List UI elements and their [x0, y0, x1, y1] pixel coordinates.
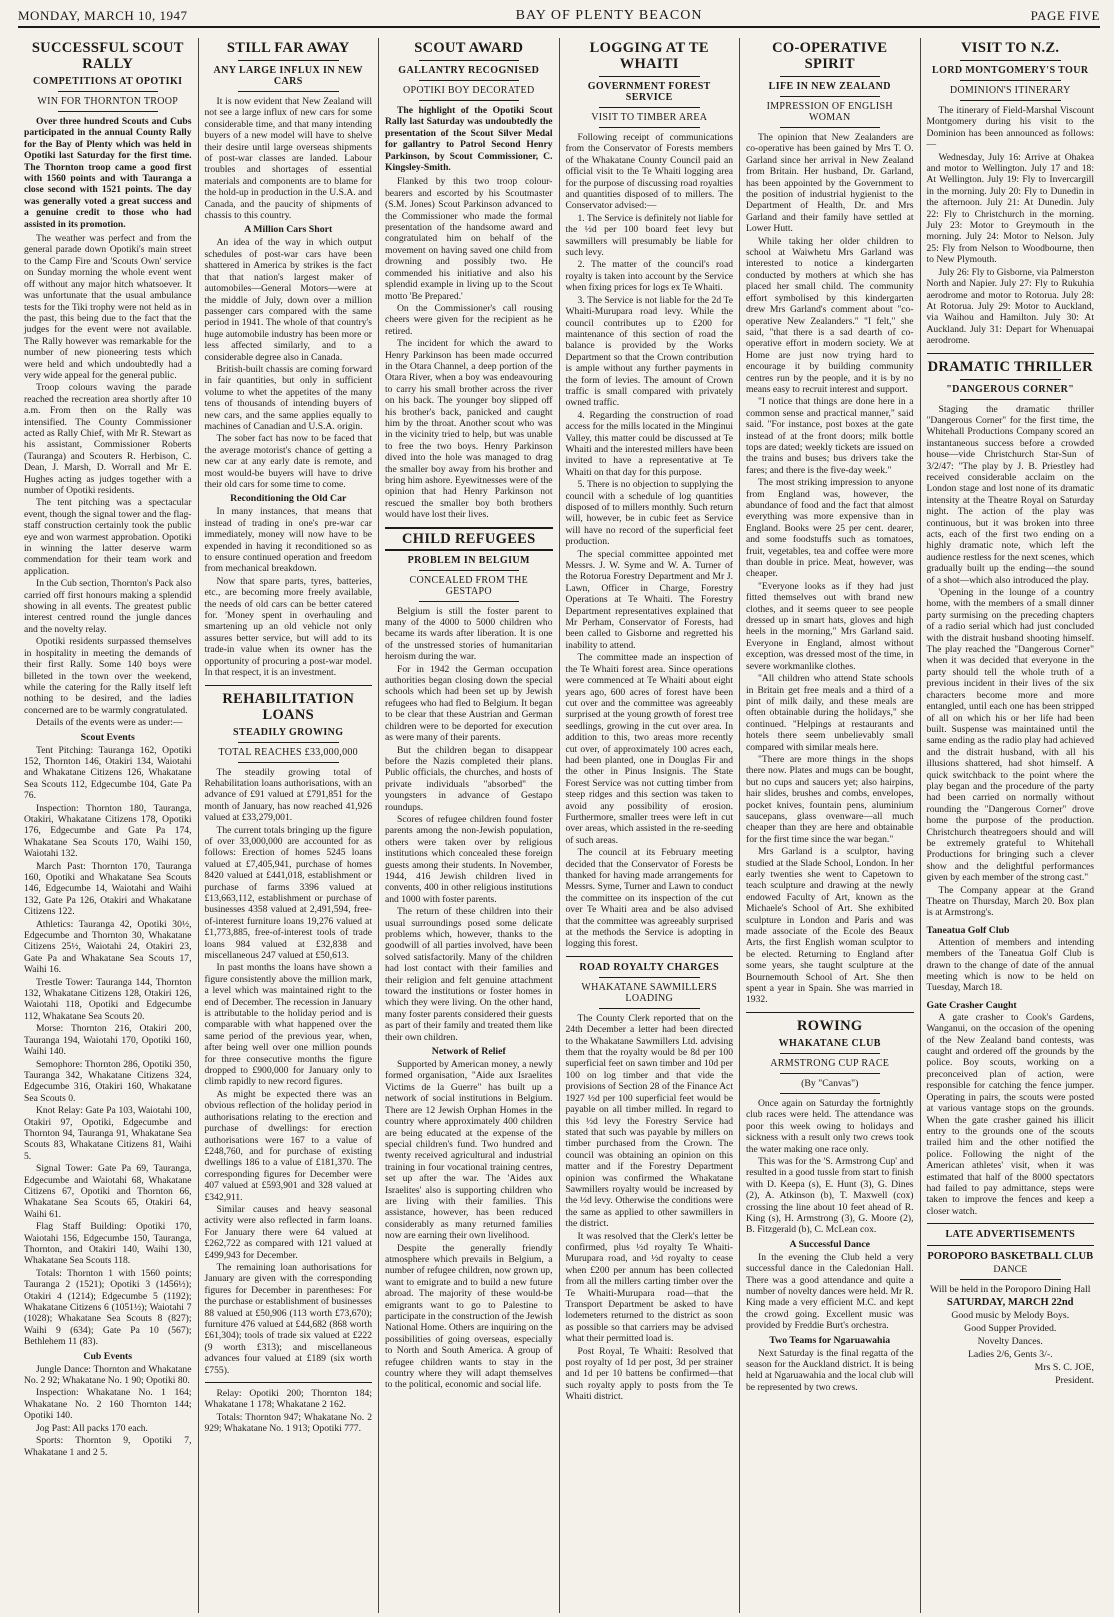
- divider: [419, 80, 520, 81]
- article-separator: [566, 956, 734, 957]
- masthead-page-number: PAGE FIVE: [1030, 8, 1100, 23]
- column-6: [921, 38, 1101, 1613]
- ad-subtitle: DANCE: [993, 1264, 1028, 1276]
- result-entry: Inspection: Thornton 180, Tauranga, Otakiri, Whakatane Citizens 178, Opotiki 176, Edgecumbe and Gate Pa 174, Whakatane Sea Scouts 170, Waihi 150, Waiotahi 132.: [24, 802, 192, 860]
- divider: [780, 127, 881, 128]
- article-body: [24, 233, 192, 728]
- section-heading: Taneatua Golf Club: [926, 924, 1010, 936]
- paragraph: On the Commissioner's call rousing cheers were given for the recipient as he retired.: [385, 302, 553, 337]
- article-body: [385, 606, 553, 1043]
- paragraph: 5. There is no objection to supplying the council with a schedule of log quantities disposed of to millers monthly. Such return will, however, be in cubic feet as Service will have no record of the superficial feet production.: [565, 479, 733, 548]
- paragraph: 1. The Service is definitely not liable for the ½d per 100 board feet levy but sawmillers will presumably be liable for such levy.: [565, 212, 733, 259]
- column-3: [379, 38, 560, 1613]
- paragraph: Despite the generally friendly atmosphere which prevails in Belgium, a number of refugee children, now grown up, want to emigrate and to build a new future abroad. The majority of these would-be emigrants want to go to Palestine to participate in the construction of the Jewish National Home. Others are inquiring on the possibilities of going overseas, especially to North and South America. A group of refugee children wants to stay in the country where they will adapt themselves to the political, economic and social life.: [385, 1242, 553, 1391]
- divider: [960, 60, 1061, 61]
- paragraph: Flanked by this two troop colour-bearers and escorted by his Scoutmaster (S.M. Jones) Scout Parkinson advanced to the Commissioner who made the formal presentation of the handsome award and congratulated him on behalf of the movement on having saved one child from drowning and possibly two. He commended his initiative and also his splendid example in living up to the Scout motto 'Be Prepared.': [385, 176, 553, 302]
- subheadline: WHAKATANE CLUB: [778, 1037, 881, 1049]
- masthead: [18, 6, 1100, 28]
- ad-line: Good music by Melody Boys.: [951, 1310, 1070, 1322]
- ad-signature-title: President.: [1055, 1375, 1094, 1387]
- headline: LOGGING AT TE WHAITI: [589, 40, 709, 72]
- advertisement-basketball-dance: [927, 1251, 1095, 1386]
- result-entry: Relay: Opotiki 200; Thornton 184; Whakatane 1 178; Whakatane 2 162.: [204, 1388, 372, 1411]
- result-entry: Semophore: Thornton 286, Opotiki 350, Tauranga 342, Whakatane Citizens 324, Edgecumbe 316, Otakiri 160, Whakatane Sea Scouts 0.: [24, 1058, 192, 1104]
- article-body: [927, 404, 1095, 919]
- article-body: [205, 96, 373, 221]
- ad-venue: Will be held in the Poroporo Dining Hall: [930, 1284, 1091, 1296]
- paragraph: An idea of the way in which output schedules of post-war cars have been shattered in America by strikes is the fact that that nation's largest maker of automobiles—General Motors—were at the middle of July, down over a million passenger cars compared with the same period in 1941. The whole of that country's huge automobile industry has been more or less affected similarly, and to a considerable degree also in Canada.: [204, 237, 372, 363]
- section-heading: Gate Crasher Caught: [926, 999, 1017, 1011]
- paragraph: The steadily growing total of Rehabilitation loans authorisations, with an advance of £91 valued at £791,851 for the month of January, has now reached 41,926 valued at £33,279,001.: [204, 766, 372, 824]
- divider: [960, 100, 1061, 101]
- paragraph: Similar causes and heavy seasonal activity were also reflected in farm loans. For January there were 64 valued at £262,722 as compared with 121 valued at £499,943 for December.: [204, 1203, 372, 1261]
- paragraph: In many instances, that means that instead of trading in one's pre-war car immediately, money will now have to be expended in having it reconditioned so as to ensure continued operation and freedom from mechanical breakdown.: [204, 506, 372, 575]
- paragraph: The council at its February meeting decided that the Conservator of Forests be thanked for having made arrangements for Messrs. Syme, Turner and Lawn to conduct the committee on its inspection of the cut over Te Whaiti area and be also advised that the committee was agreeably surprised at the methods the Service is adopting in logging this forest.: [565, 847, 733, 950]
- article-separator: [205, 685, 373, 686]
- results-list: [24, 745, 192, 1348]
- paragraph: The committee made an inspection of the Te Whaiti forest area. Since operations were commenced at Te Whaiti about eight years ago, 600 acres of forest have been cut over and the committee was agreeably surprised at the young growth of forest tree seedlings, growing in the cut over area. In addition to this, two areas more recently cut over, of approximately 100 acres each, had been planted, one in Douglas Fir and the other in Pinus Insignis. The State Forest Service was not cutting timber from steep ridges and this section was taken to avoid any possibility of erosion. Furthermore, smaller trees were left in cut over areas, which assisted in the re-seeding of such areas.: [565, 652, 733, 846]
- deck: TOTAL REACHES £33,000,000: [218, 746, 358, 758]
- divider: [960, 399, 1061, 400]
- article-body: [205, 237, 373, 490]
- article-body: [927, 105, 1095, 347]
- result-entry: Knot Relay: Gate Pa 103, Waiotahi 100, Otakiri 97, Opotiki, Edgecumbe and Thornton 94, Tauranga 91, Whakatane Sea Scouts 83, Whakatane Citizens 81, Waihi 5.: [24, 1105, 192, 1162]
- paragraph: A gate crasher to Cook's Gardens, Wanganui, on the occasion of the opening of the New Zealand band contests, was caught and ordered off the grounds by the police. Boy scouts, working on a preconceived plan of action, were responsible for catching the fence jumper. Operating in pairs, the scouts were posted at various vantage stops on the grounds. When the gate crasher gained his illicit entry to the grounds one of the scouts trailed him and the other notified the police. Following the night of the American athletes' visit, when it was estimated that half of the 8000 spectators had failed to pay admittance, steps were taken to improve the fences and keep a closer watch.: [926, 1011, 1094, 1217]
- paragraph: Once again on Saturday the fortnightly club races were held. The attendance was poor this week owing to holidays and sickness with a result only two crews took the water making one race only.: [746, 1097, 914, 1155]
- divider: [419, 570, 520, 571]
- paragraph: Troop colours waving the parade reached the recreation area shortly after 10 a.m. From then on the Rally was intensified. The County Commissioner acted as Rally Chief, with Mr R. Stewart as his assistant, Commissioner Roberts (Tauranga) and Scouters R. Herbison, C. Dean, J. Marsh, D. Worrall and Mr E. Hughes acting as judges together with a number of Opotiki residents.: [24, 382, 192, 496]
- deck: DOMINION'S ITINERARY: [949, 85, 1071, 96]
- article-body: [566, 132, 734, 950]
- result-entry: Sports: Thornton 9, Opotiki 7, Whakatane 1 and 2 5.: [24, 1435, 192, 1458]
- masthead-paper-name: BAY OF PLENTY BEACON: [515, 8, 703, 23]
- paragraph: In the evening the Club held a very successful dance in the Caledonian Hall. There was a good attendance and quite a number of novelty dances were held. Mr R. King made a very efficient M.C. and kept the crowd going. Excellent music was provided by Freddie Burt's orchestra.: [746, 1251, 914, 1332]
- divider: [238, 60, 339, 61]
- paragraph: For in 1942 the German occupation authorities began closing down the special schools which had been set up by Jewish refugees who had fled to Belgium. It began to be clear that these Austrian and German children were to be deported for execution as were many of their parents.: [385, 663, 553, 744]
- divider: [960, 80, 1061, 81]
- result-entry: Signal Tower: Gate Pa 69, Tauranga, Edgecumbe and Waiotahi 68, Whakatane Citizens 67, Opotiki and Thornton 66, Whakatane Sea Scouts 65, Otakiri 64, Waihi 61.: [24, 1163, 192, 1220]
- paragraph: "I notice that things are done here in a common sense and practical manner," said said. "For instance, post boxes at the gate instead of at the front doors; milk bottle tops are dated; weekly tickets are issued on the trains and buses; bus drivers take the fares; and there is the five-day week.": [746, 396, 914, 476]
- headline: SUCCESSFUL SCOUT RALLY: [31, 40, 184, 72]
- paragraph: 3. The Service is not liable for the 2d Te Whaiti-Murupara road levy. While the council contributes up to £200 for maintenance of this section of road the balance is provided by the Works Department so that the Crown contribution is ample without any further payments in the form of levies. The amount of Crown traffic is small compared with privately owned traffic.: [565, 294, 733, 409]
- section-heading: Reconditioning the Old Car: [230, 493, 347, 505]
- divider: [599, 107, 700, 108]
- paragraph: In past months the loans have shown a figure consistently above the million mark, a level which was maintained right to the end of December. The recession in January is attributable to the holiday period and is comparable with what happened over the same period of the previous year, when, after being well over one million pounds for three consecutive months the figure dropped to £900,000 for January only to climb rapidly to new record figures.: [204, 962, 372, 1088]
- result-entry: Totals: Thornton 947; Whakatane No. 2 929; Whakatane No. 1 913; Opotiki 777.: [204, 1411, 372, 1435]
- paragraph: 2. The matter of the council's road royalty is taken into account by the Service when fixing prices for logs ex Te Whaiti.: [565, 259, 733, 294]
- divider: [419, 60, 520, 61]
- article-body: [205, 767, 373, 1377]
- headline: CO-OPERATIVE SPIRIT: [772, 40, 888, 72]
- result-entry: Morse: Thornton 216, Otakiri 200, Tauranga 194, Waiotahi 170, Opotiki 160, Waihi 140.: [24, 1023, 192, 1058]
- paragraph: Scores of refugee children found foster parents among the non-Jewish population, others were taken over by religious institutions which concealed these foreign guests among their students. In November, 1944, 416 Jewish children lived in convents, 400 in other religious institutions and 1000 with foster parents.: [385, 813, 553, 905]
- ad-line: Ladies 2/6, Gents 3/-.: [967, 1349, 1053, 1361]
- paragraph: The special committee appointed met Messrs. J. W. Syme and W. A. Turner of the Rotorua Forestry Department and Mr J. Lawn, Officer in Charge, Forestry Operations at Te Whaiti. The Forestry Department representatives explained that Mr Perham, Conservator of Forests, had been called to Gisborne and regretted his inability to attend.: [565, 548, 733, 651]
- article-rehabilitation-loans: [205, 691, 373, 1377]
- paragraph: Post Royal, Te Whaiti: Resolved that post royalty of 1d per post, 3d per strainer and 1d per 10 battens be confirmed—that such royalty apply to posts from the Te Whaiti district.: [565, 1345, 733, 1403]
- headline: REHABILITATION LOANS: [222, 690, 355, 723]
- article-body: [927, 1012, 1095, 1217]
- ad-date: SATURDAY, MARCH 22nd: [946, 1297, 1074, 1309]
- deck: CONCEALED FROM THE GESTAPO: [409, 574, 529, 597]
- deck: VISIT TO TIMBER AREA: [591, 112, 708, 123]
- paragraph: Opotiki residents surpassed themselves in hospitality in meeting the demands of their first Rally. Some 140 boys were billeted in the town over the weekend, while the catering for the Rally itself left nothing to be desired, and the ladies concerned are to be warmly congratulated.: [24, 636, 192, 716]
- article-body: [385, 176, 553, 520]
- cub-relay-results: [205, 1388, 373, 1435]
- deck: ARMSTRONG CUP RACE: [770, 1057, 890, 1069]
- deck: IMPRESSION OF ENGLISH WOMAN: [766, 101, 893, 123]
- divider: [599, 977, 700, 978]
- subheadline: GOVERNMENT FOREST SERVICE: [587, 81, 711, 103]
- article-new-cars: [205, 40, 373, 679]
- column-1: [18, 38, 199, 1613]
- paragraph: Now that spare parts, tyres, batteries, etc., are becoming more freely available, the needs of old cars can be better catered for. 'Money spent in overhauling and smartening up an old vehicle not only assures better service, but will add to its trade-in value when its owner has the opportunity of procuring a post-war model. In that respect, it is an investment.: [204, 575, 372, 679]
- subheadline: GALLANTRY RECOGNISED: [398, 65, 540, 76]
- article-separator: [927, 1245, 1095, 1246]
- headline: STILL FAR AWAY: [226, 40, 350, 56]
- subheadline: ANY LARGE INFLUX IN NEW CARS: [213, 65, 363, 87]
- divider: [238, 742, 339, 743]
- paragraph: The opinion that New Zealanders are co-operative has been gained by Mrs T. O. Garland since her arrival in New Zealand from Britain. Her husband, Dr. Garland, has been appointed by the Government to the position of industrial hygienist to the Department of Health, Dr. and Mrs Garland and their family have settled at Lower Hutt.: [746, 132, 914, 235]
- article-rowing: [746, 1018, 914, 1393]
- paragraph: The remaining loan authorisations for January are given with the corresponding figures for December in parentheses: For the purchase or establishment of businesses 88 valued at £50,906 (113 worth £73,670); furniture 476 valued at £44,682 (868 worth £61,304); tools of trade six valued at £222 (9 worth £313); and miscellaneous advances four valued at £189 (six worth £755).: [204, 1261, 372, 1376]
- ad-line: Good Supper Provided.: [964, 1323, 1057, 1335]
- divider: [58, 91, 159, 92]
- divider: [960, 1279, 1061, 1280]
- paragraph: The return of these children into their usual surroundings posed some delicate problems which, however, thanks to the goodwill of all parties involved, have been solved satisfactorily. Many of the children had lost contact with their families and their religion and felt genuine attachment toward the institutions or foster homes in which they were living. On the other hand, many foster parents considered their guests as part of their family and treated them like their own children.: [385, 906, 553, 1043]
- section-heading: Network of Relief: [431, 1046, 506, 1058]
- divider: [238, 762, 339, 763]
- deck: OPOTIKI BOY DECORATED: [403, 85, 535, 96]
- paragraph: British-built chassis are coming forward in fair quantities, but only in sufficient volume to whet the appetites of the many tens of thousands of intending buyers of new cars, and the same applies equally to machines of Canadian and U.S.A. origin.: [204, 363, 372, 432]
- paragraph: The tent pitching was a spectacular event, though the signal tower and the flag-staff construction certainly took the public eye and won warmest approbation. Opotiki in winning the latter deserve warm commendation for their team work and application.: [24, 497, 192, 577]
- deck: "DANGEROUS CORNER": [946, 383, 1075, 395]
- column-grid: [18, 38, 1100, 1613]
- article-separator: [205, 1382, 373, 1383]
- cub-results-list: [24, 1364, 192, 1458]
- paragraph: The sober fact has now to be faced that the average motorist's chance of getting a new car at any early date is remote, and most would-be buyers will have to drive their old cars for some time to come.: [204, 433, 372, 490]
- paragraph: As might be expected there was an obvious reflection of the holiday period in authorisations relating to the erection and purchase of dwellings: for erection authorisations were 167 to a value of £248,760, and for purchase of existing dwellings 186 to a value of £181,370. The corresponding figures for December were 407 valued at £593,901 and 328 valued at £342,911.: [204, 1088, 372, 1203]
- divider: [780, 96, 881, 97]
- paragraph: The incident for which the award to Henry Parkinson has been made occurred in the Otara Channel, a deep portion of the Otara River, when a boy was endeavouring to carry his small brother across the river on his back. The younger boy slipped off his brother's back, panicked and caught him by the throat. Another scout who was in the vicinity tried to help, but was unable to free the two boys. Henry Parkinson dived into the hole was managed to drag the smaller boy away from his brother and bring him ashore. Eyewitnesses were of the opinion that had Henry Parkinson not rescued the smaller boy both brothers would have lost their lives.: [385, 338, 553, 521]
- late-advertisements-heading: LATE ADVERTISEMENTS: [945, 1229, 1076, 1241]
- paragraph: The itinerary of Field-Marshal Viscount Montgomery during his visit to the Dominion has been announced as follows:—: [926, 105, 1094, 151]
- section-heading: Cub Events: [83, 1350, 133, 1362]
- headline: ROAD ROYALTY CHARGES: [579, 961, 720, 973]
- lead-paragraph: Over three hundred Scouts and Cubs participated in the annual County Rally for the Bay of Plenty which was held in Opotiki last Saturday for the first time. The Thornton troop came a good first with 1560 points and with Tauranga a close second with 1521 points. The day was generally voted a great success and a genuine credit to those who had assisted in its promotion.: [24, 116, 192, 230]
- paragraph: 4. Regarding the construction of road access for the mills located in the Minginui Valley, this matter could be discussed at Te Whaiti and the interested millers have been invited to have a representative at Te Whaiti on that day for this purpose.: [565, 409, 733, 478]
- paragraph: "Everyone looks as if they had just fitted themselves out with brand new clothes, and it seems queer to see people dressed up in smart hats, gloves and high heels in the morning," Mrs Garland said. Everyone in England, almost without exception, was dressed most of the time, in severe workmanlike clothes.: [746, 580, 914, 672]
- column-2: [199, 38, 380, 1613]
- paragraph: In the Cub section, Thornton's Pack also carried off first honours making a splendid showing in all events. The greatest public interest centred round the jungle dances and the novelty relay.: [24, 578, 192, 635]
- result-entry: Trestle Tower: Tauranga 144, Thornton 132, Whakatane Citizens 128, Otakiri 126, Waiotahi 118, Opotiki and Edgecumbe 112, Whakatane Sea Scouts 20.: [24, 976, 192, 1022]
- section-heading: A Successful Dance: [789, 1238, 871, 1250]
- article-body: [746, 1098, 914, 1236]
- article-road-royalty: [566, 962, 734, 1403]
- paragraph: It was resolved that the Clerk's letter be confirmed, plus ½d royalty Te Whaiti-Murupara road, and ½d royalty to cease when £200 per annum has been collected from all the millers carting timber over the Te Whaiti-Murupara road—that the Transport Department be asked to have lodemeters returned to the district as soon as possible so that carriers may be advised what their permitted load is.: [565, 1230, 733, 1345]
- article-body: [927, 937, 1095, 994]
- headline: SCOUT AWARD: [414, 40, 524, 56]
- article-body: [746, 1252, 914, 1332]
- paragraph: But the children began to disappear before the Nazis completed their plans. Public officials, the churches, and hosts of private individuals "absorbed" the youngsters in advance of Gestapo roundups.: [385, 744, 553, 813]
- result-entry: Inspection: Whakatane No. 1 164; Whakatane No. 2 160 Thornton 144; Opotiki 140.: [24, 1387, 192, 1422]
- article-child-refugees: [385, 527, 553, 1391]
- result-entry: Tent Pitching: Tauranga 162, Opotiki 152, Thornton 146, Otakiri 134, Waiotahi and Whakatane Citizens 126, Whakatane Sea Scouts 112, Edgecumbe 104, Gate Pa 76.: [24, 744, 192, 802]
- divider: [780, 1053, 881, 1054]
- paragraph: Attention of members and intending members of the Taneatua Golf Club is drawn to the change of date of the annual meeting which is now to be held on Tuesday, March 18.: [926, 936, 1094, 994]
- result-entry: Jog Past: All packs 170 each.: [36, 1422, 148, 1434]
- masthead-date: MONDAY, MARCH 10, 1947: [18, 8, 188, 23]
- paragraph: Belgium is still the foster parent to many of the 4000 to 5000 children who became its wards after liberation. It is one of the unstressed stories of humanitarian heroism during the war.: [385, 605, 553, 663]
- article-dramatic-thriller: [927, 359, 1095, 919]
- deck: WIN FOR THORNTON TROOP: [37, 96, 179, 107]
- result-entry: Jungle Dance: Thornton and Whakatane No. 2 92; Whakatane No. 1 90; Opotiki 80.: [24, 1363, 192, 1387]
- result-entry: Athletics: Tauranga 42, Opotiki 30½, Edgecumbe and Thornton 30, Whakatane Citizens 25½, Waiotahi 24, Otakiri 23, Gate Pa and Whakatane Sea Scouts 17, Waihi 16.: [24, 918, 192, 976]
- article-scout-rally: [24, 40, 192, 1458]
- divider: [780, 76, 881, 77]
- paragraph: Wednesday, July 16: Arrive at Ohakea and motor to Wellington. July 17 and 18: At Wellington. July 19: Fly to Invercargill in the morning. July 20: Fly to Dunedin in the afternoon. July 21: At Dunedin. July 22: Fly to Christchurch in the morning. July 23: Motor to Greymouth in the morning. July 24: Motor to Nelson. July 25: Fly from Nelson to Woodbourne, then to New Plymouth.: [926, 151, 1094, 266]
- paragraph: Staging the dramatic thriller "Dangerous Corner" for the first time, the Whitehall Productions Company scored an instantaneous success before a crowded house—vide Christchurch Star-Sun of 3/2/47: "The play by J. B. Priestley had received considerable acclaim on the London stage and lost none of its dramatic intensity at the Theatre Royal on Saturday night. The action of the play was continuous, but it was broken into three acts, each of the first two ending on a highly dramatic note, which left the audience restless for the next scenes, which gradually built up the ending—the sound of a shot—which also introduced the play.: [926, 403, 1094, 586]
- section-heading: Two Teams for Ngaruawahia: [769, 1334, 891, 1346]
- article-body: [746, 132, 914, 1006]
- subheadline: COMPETITIONS AT OPOTIKI: [33, 76, 183, 87]
- paragraph: Details of the events were as under:—: [36, 717, 183, 729]
- paragraph: The most striking impression to anyone from England was, however, the abundance of food and the fact that almost everything was more expensive than in England. Books were 25 per cent. dearer, and some foodstuffs such as tomatoes, fruit, vegetables, tea and coffee were more than double in price. Meat, however, was cheaper.: [746, 477, 914, 580]
- paragraph: The Company appear at the Grand Theatre on Thursday, March 20. Box plan is at Armstrong's.: [926, 884, 1094, 919]
- divider: [599, 127, 700, 128]
- article-montgomery-visit: [927, 40, 1095, 347]
- divider: [58, 111, 159, 112]
- divider: [238, 91, 339, 92]
- article-body: [566, 1013, 734, 1403]
- article-separator: [927, 353, 1095, 354]
- paragraph: Next Saturday is the final regatta of the season for the Auckland district. It is being held at Ngaruawahia and the local club will be represented by two crews.: [746, 1347, 914, 1393]
- result-entry: Flag Staff Building: Opotiki 170, Waiotahi 156, Edgecumbe 150, Tauranga, Thornton, and Otakiri 140, Waihi 130, Whakatane Sea Scouts 118.: [24, 1221, 192, 1267]
- deck: WHAKATANE SAWMILLERS LOADING: [581, 981, 718, 1004]
- paragraph: July 26: Fly to Gisborne, via Palmerston North and Napier. July 27: Fly to Rukuhia aerodrome and motor to Rotorua. July 28: At Rotorua. July 29: Motor to Auckland, via Waihou and Hamilton. July 30: At Auckland. July 31: Depart for Whenuapai aerodrome.: [926, 266, 1094, 347]
- headline: CHILD REFUGEES: [385, 527, 553, 551]
- divider: [599, 76, 700, 77]
- headline: ROWING: [797, 1017, 863, 1034]
- subheadline: PROBLEM IN BELGIUM: [407, 554, 530, 566]
- paragraph: "All children who attend State schools in Britain get free meals and a third of a pint of milk daily, and these meals are often obtainable during the holidays," she continued. "Helpings at restaurants and hotels there seem unbelievably small compared with similar meals here.: [746, 673, 914, 753]
- result-entry: Totals: Thornton 1 with 1560 points; Tauranga 2 (1521); Opotiki 3 (1456½); Otakiri 4 (1214); Edgecumbe 5 (1192); Whakatane Citizens 6 (1051½); Waiotahi 7 (1028); Whakatane Sea Scouts 8 (827); Waihi 9 (634); Gate Pa 10 (567); Bethlehem 11 (83).: [24, 1267, 192, 1348]
- article-logging-te-whaiti: [566, 40, 734, 950]
- byline: (By "Canvas"): [801, 1077, 859, 1089]
- divider: [419, 601, 520, 602]
- lead-paragraph: The highlight of the Opotiki Scout Rally last Saturday was undoubtedly the presentation of the Scout Silver Medal for gallantry to Patrol Second Henry Parkinson, by Scout Commissioner, C. Kingsley-Smith.: [385, 105, 553, 174]
- article-separator: [927, 1223, 1095, 1224]
- article-body: [746, 1348, 914, 1394]
- paragraph: Following receipt of communications from the Conservator of Forests members of the Whakatane County Council paid an official visit to the Te Whaiti logging area for the purpose of discussing road royalties and quantities disposed of to millers. The Conservator advised:—: [565, 132, 733, 212]
- article-scout-award: [385, 40, 553, 521]
- paragraph: It is now evident that New Zealand will not see a large influx of new cars for some considerable time, and that many intending buyers of a new model will have to shelve their desire until large overseas shipments of post-war classes are landed. Labour troubles and shortages of essential materials and components are to blame for the hold-up in production in the U.S.A. and Canada, and the paucity of shipments of chassis to this country.: [204, 96, 372, 222]
- divider: [419, 100, 520, 101]
- paragraph: While taking her older children to school at Waiwhetu Mrs Garland was interested to notice a kindergarten conducted by mothers at which she has placed her small child. The community effort symbolised by this kindergarten drew Mrs Garland's comment about "co-operative New Zealanders." "I felt," she said, "that there is a sad dearth of co-operative effort in modern society. We at Home are just now trying hard to encourage it by building community centres run by the people, and it is by no means easy to recruit interest and support.: [746, 235, 914, 395]
- paragraph: "There are more things in the shops there now. Plates and mugs can be bought, but no cups and saucers yet; also hairpins, hair slides, brushes and combs, envelopes, pocket knives, fountain pens, aluminium saucepans, glass ovenware—all much cheaper than they are here and obtainable for the first time since the war began.": [746, 753, 914, 845]
- article-body: [205, 506, 373, 678]
- paragraph: The weather was perfect and from the general parade down Opotiki's main street to the Camp Fire and 'Scouts Own' service on Sunday morning the whole event went off without any major hitch whatsoever. It was unfortunate that the usual ambulance tests for the Tiki trophy were not held as in the past, this being due to the fact that the judges for the event were not available. The Rally however was remarkable for the number of new pioneering tests which were held and which undoubtedly had a very wide appeal for the general public.: [24, 233, 192, 381]
- result-entry: March Past: Thornton 170, Tauranga 160, Opotiki and Whakatane Sea Scouts 146, Edgecumbe 14, Waiotahi and Waihi 132, Gate Pa 126, Otakiri and Whakatane Citizens 122.: [24, 860, 192, 918]
- subheadline: LIFE IN NEW ZEALAND: [768, 81, 891, 92]
- paragraph: This was for the 'S. Armstrong Cup' and resulted in a good tussle from start to finish with D. Keepa (s), E. Hunt (3), G. Dines (2), A. Atkinson (b), T. Maxwell (cox) crossing the line about 10 feet ahead of R. King (s), H. Armstrong (3), G. Moore (2), B. Fitzgerald (b), C. McLean cox.: [746, 1155, 914, 1236]
- ad-signature: Mrs S. C. JOE,: [1034, 1362, 1094, 1374]
- section-heading: A Million Cars Short: [244, 224, 333, 236]
- paragraph: 'Opening in the lounge of a country home, with the members of a small dinner party surmising on the preceding chapters of a radio serial which had just concluded with the distrait husband shooting himself. The play reached the "Dangerous Corner" when it was decided that everyone in the party should tell the whole truth of a previous incident in their lives of the six characters become more and more entangled, until each one has been stripped of all on which his or her life had been built. Suspense was maintained until the same ending as the radio play had achieved and the distrait husband, with all his illusions shattered, had shot himself. A quick switchback to the point where the play began and the procedure of the party had been carried on normally without rounding the "Dangerous Corner" drove home the purpose of the production. Christchurch theatregoers should and will be extremely grateful to Whitehall Productions for bringing such a clever show and the delightful performances given by each member of the strong cast.": [926, 587, 1094, 884]
- headline: VISIT TO N.Z.: [961, 40, 1060, 56]
- article-golf-club: [927, 925, 1095, 994]
- article-co-operative-spirit: [746, 40, 914, 1006]
- article-gate-crasher: [927, 1000, 1095, 1217]
- section-heading: Scout Events: [80, 731, 135, 743]
- headline: DRAMATIC THRILLER: [927, 358, 1093, 375]
- article-body: [385, 1059, 553, 1391]
- divider: [780, 1093, 881, 1094]
- divider: [960, 379, 1061, 380]
- divider: [780, 1073, 881, 1074]
- ad-line: Novelty Dances.: [977, 1336, 1043, 1348]
- ad-title: POROPORO BASKETBALL CLUB: [927, 1251, 1094, 1263]
- subheadline: LORD MONTGOMERY'S TOUR: [932, 65, 1089, 76]
- article-separator: [746, 1012, 914, 1013]
- divider: [599, 1008, 700, 1009]
- subheadline: STEADILY GROWING: [233, 726, 344, 738]
- paragraph: Mrs Garland is a sculptor, having studied at the Slade School, London. In her early twenties she went to Capetown to teach sculpture and drawing at the newly endowed Faculty of Art, known as the Michaele's School of Art. She exhibited sculpture in London and Paris and was made associate of the Ecole des Beaux Arts, the first English woman sculptor to be elected. Returning to England after some years, she taught sculpture at the Bournemouth School of Art. She then spent a year in Spain. She was married in 1932.: [746, 846, 914, 1006]
- column-4: [560, 38, 741, 1613]
- paragraph: The current totals bringing up the figure of over 33,000,000 are accounted for as follows: Erection of homes 5245 loans valued at £7,405,941, purchase of homes 8420 valued at £441,018, establishment or purchase of farms 3396 valued at £13,663,112, establishment or purchase of businesses 4358 valued at 2,491,594, free-of-interest furniture loans 19,276 valued at £1,773,885, free-of-interest tools of trade loans 984 valued at £32,838 and miscellaneous 247 valued at £50,613.: [204, 824, 372, 961]
- paragraph: Supported by American money, a newly formed organisation, "Aide aux Israelites Victims de la Guerre" has built up a network of social institutions in Belgium. There are 12 Jewish Orphan Homes in the country where approximately 400 children are being educated at the expense of the special children's fund. Two hundred and twenty received agricultural and industrial training in four vocational training centres, set up after the war. The 'Aides aux Israelites' also is supporting children who are living with their families. This assistance, however, has been reduced considerably as many returned families now are earning their own livelihood.: [385, 1059, 553, 1242]
- column-5: [740, 38, 921, 1613]
- paragraph: The County Clerk reported that on the 24th December a letter had been directed to the Whakatane Sawmillers Ltd. advising them that the royalty would be 8d per 100 superficial feet on sawn timber and 10d per 100 on log timber and that vide the provisions of Section 28 of the Finance Act 1927 ½d per 100 superficial feet would be payable on all timber milled. In regard to this ½d levy the Forestry Service had stated that such was payable by millers on timber purchased from the Crown. The council was obtaining an opinion on this matter and if the Forestry Department opinion was confirmed the Whakatane Sawmillers royalty would be increased by the ½d levy. Otherwise the conditions were the same as applied to other sawmillers in the district.: [565, 1012, 733, 1230]
